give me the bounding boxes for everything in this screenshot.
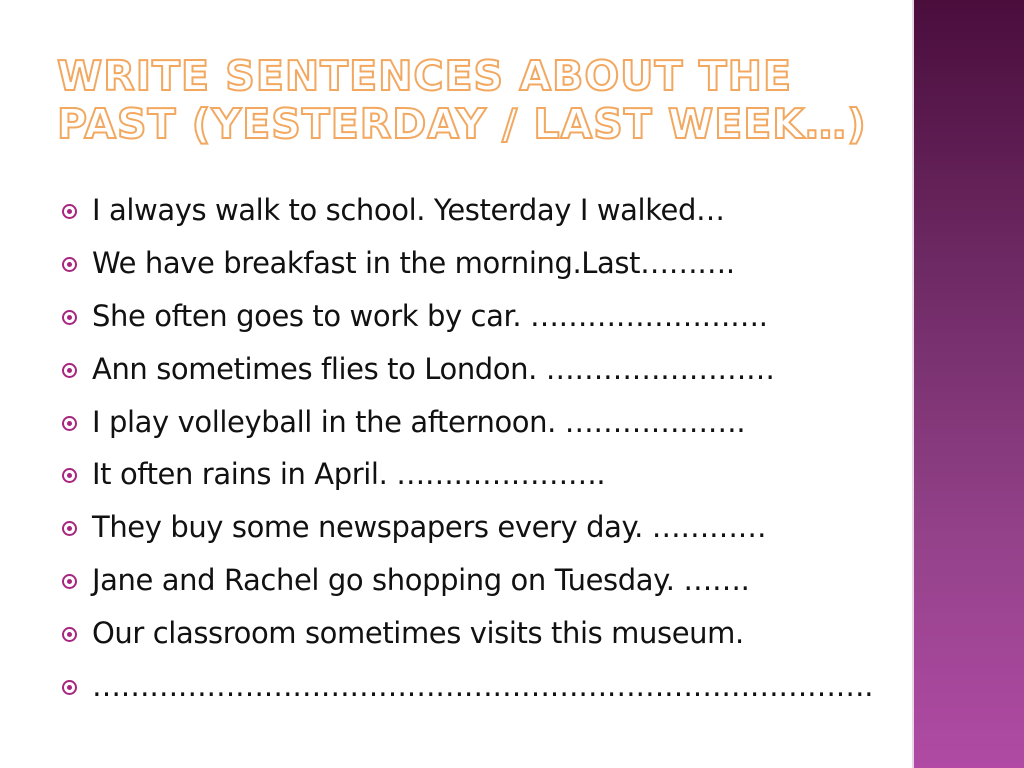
circled-dot-icon — [62, 627, 77, 642]
list-item — [62, 238, 882, 291]
circled-dot-icon — [62, 363, 77, 378]
list-item — [62, 502, 882, 555]
sentence-text: Our classroom sometimes visits this museum. — [92, 616, 744, 651]
circled-dot-icon — [62, 310, 77, 325]
circled-dot-icon — [62, 257, 77, 272]
circled-dot-icon — [62, 416, 77, 431]
decorative-side-bar — [912, 0, 1024, 768]
list-item — [62, 555, 882, 608]
sentence-text: ………………………………………………………………………. — [92, 669, 874, 704]
sentence-text: We have breakfast in the morning.Last………. — [92, 245, 735, 280]
list-item — [62, 397, 882, 450]
list-item — [62, 449, 882, 502]
sentence-text: I always walk to school. Yesterday I walked… — [92, 193, 725, 227]
title-line-2: PAST (YESTERDAY / LAST WEEK…) — [57, 100, 867, 148]
side-bar-edge — [912, 0, 914, 768]
circled-dot-icon — [62, 574, 77, 589]
sentence-text: She often goes to work by car. ……………………. — [92, 298, 768, 333]
sentence-text: Jane and Rachel go shopping on Tuesday. ……. — [92, 563, 750, 598]
sentence-text: It often rains in April. …………………. — [92, 457, 606, 492]
list-item — [62, 661, 882, 714]
circled-dot-icon — [62, 521, 77, 536]
list-item — [62, 185, 882, 238]
list-item — [62, 291, 882, 344]
circled-dot-icon — [62, 204, 77, 219]
sentence-list — [62, 185, 882, 714]
circled-dot-icon — [62, 680, 77, 695]
sentence-text: Ann sometimes flies to London. …………………… — [92, 351, 775, 386]
list-item — [62, 344, 882, 397]
circled-dot-icon — [62, 468, 77, 483]
list-item — [62, 608, 882, 661]
sentence-text: I play volleyball in the afternoon. ………………. — [92, 404, 746, 439]
slide-title — [57, 52, 877, 148]
sentence-text: They buy some newspapers every day. ………… — [92, 510, 767, 545]
title-line-1: WRITE SENTENCES ABOUT THE — [57, 52, 792, 100]
